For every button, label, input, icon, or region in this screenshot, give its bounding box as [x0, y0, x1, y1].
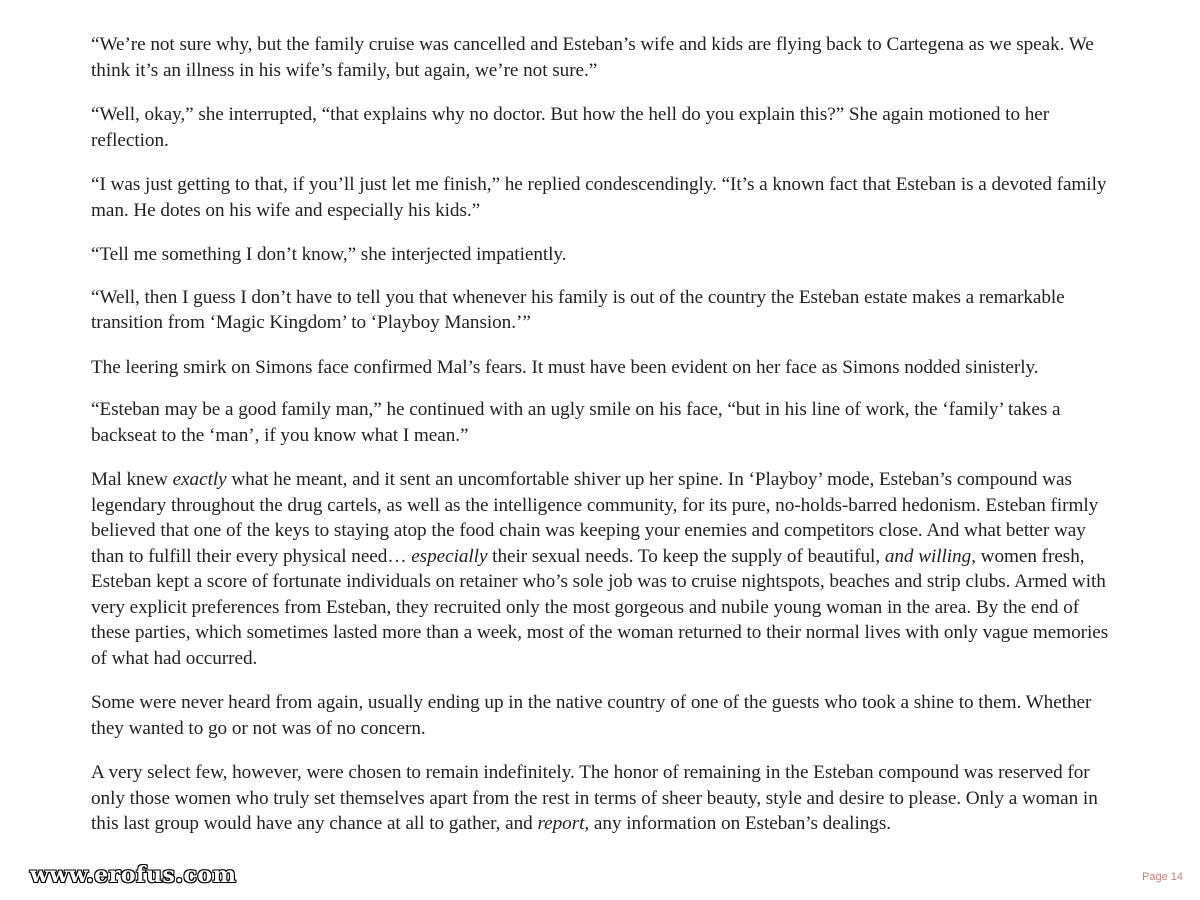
paragraph-8-text-3: their sexual needs. To keep the supply of beautiful,	[487, 545, 885, 567]
paragraph-6: The leering smirk on Simons face confirmed Mal’s fears. It must have been evident on her face as Simons nodded sinisterly.	[91, 356, 1039, 378]
paragraph-9: Some were never heard from again, usually ending up in the native country of one of the guests who took a shine to them. Whether they wanted to go or not was of no concern.	[91, 692, 1092, 739]
paragraph-8-text-2: what he meant, and it sent an uncomfortable shiver up her spine. In ‘Playboy’ mode, Esteban’s compound was legendary throughout the drug cartels, as well as the intelligence community, for its pure, no-holds-barred hedonism. Esteban firmly believed that one of the keys to staying atop the food chain was keeping your enemies and competitors close. And what better way than to fulfill their every physical need…	[91, 469, 1099, 567]
paragraph-8-emphasis-exactly: exactly	[172, 469, 227, 490]
paragraph-10-text-2: any information on Esteban’s dealings.	[589, 813, 891, 834]
paragraph-8-text-4: women fresh, Esteban kept a score of fortunate individuals on retainer who’s sole job was to cruise nightspots, beaches and strip clubs. Armed with very explicit preferences from Esteban, they recruited only the most gorgeous and nubile young woman in the area. By the end of these parties, which sometimes lasted more than a week, most of the woman returned to their normal lives with only vague memories of what had occurred.	[91, 545, 1109, 669]
paragraph-2: “Well, okay,” she interrupted, “that explains why no doctor. But how the hell do you explain this?” She again motioned to her reflection.	[91, 104, 1050, 151]
paragraph-8	[91, 467, 1121, 671]
paragraph-10-text-1: A very select few, however, were chosen to remain indefinitely. The honor of remaining in the Esteban compound was reserved for only those women who truly set themselves apart from the rest in terms of sheer beauty, style and desire to please. Only a woman in this last group would have any chance at all to gather, and	[91, 762, 1098, 834]
paragraph-5: “Well, then I guess I don’t have to tell you that whenever his family is out of the country the Esteban estate makes a remarkable transition from ‘Magic Kingdom’ to ‘Playboy Mansion.’”	[91, 286, 1065, 333]
paragraph-10-emphasis-report: report,	[537, 813, 590, 834]
paragraph-3: “I was just getting to that, if you’ll just let me finish,” he replied condescendingly. “It’s a known fact that Esteban is a devoted family man. He dotes on his wife and especially his kids.”	[91, 174, 1107, 221]
document-body	[91, 32, 1121, 856]
page-number: Page 14	[1142, 871, 1183, 883]
paragraph-10	[91, 760, 1121, 837]
paragraph-8-text-1: Mal knew	[91, 469, 173, 490]
paragraph-1: “We’re not sure why, but the family cruise was cancelled and Esteban’s wife and kids are flying back to Cartegena as we speak. We think it’s an illness in his wife’s family, but again, we’re not sure.”	[91, 34, 1094, 81]
paragraph-4: “Tell me something I don’t know,” she interjected impatiently.	[91, 244, 567, 265]
paragraph-8-emphasis-and-willing: and willing,	[884, 545, 976, 567]
paragraph-8-emphasis-especially: especially	[411, 545, 488, 567]
watermark: www.erofus.com	[30, 862, 237, 888]
paragraph-7: “Esteban may be a good family man,” he continued with an ugly smile on his face, “but in his line of work, the ‘family’ takes a backseat to the ‘man’, if you know what I mean.”	[91, 399, 1061, 446]
